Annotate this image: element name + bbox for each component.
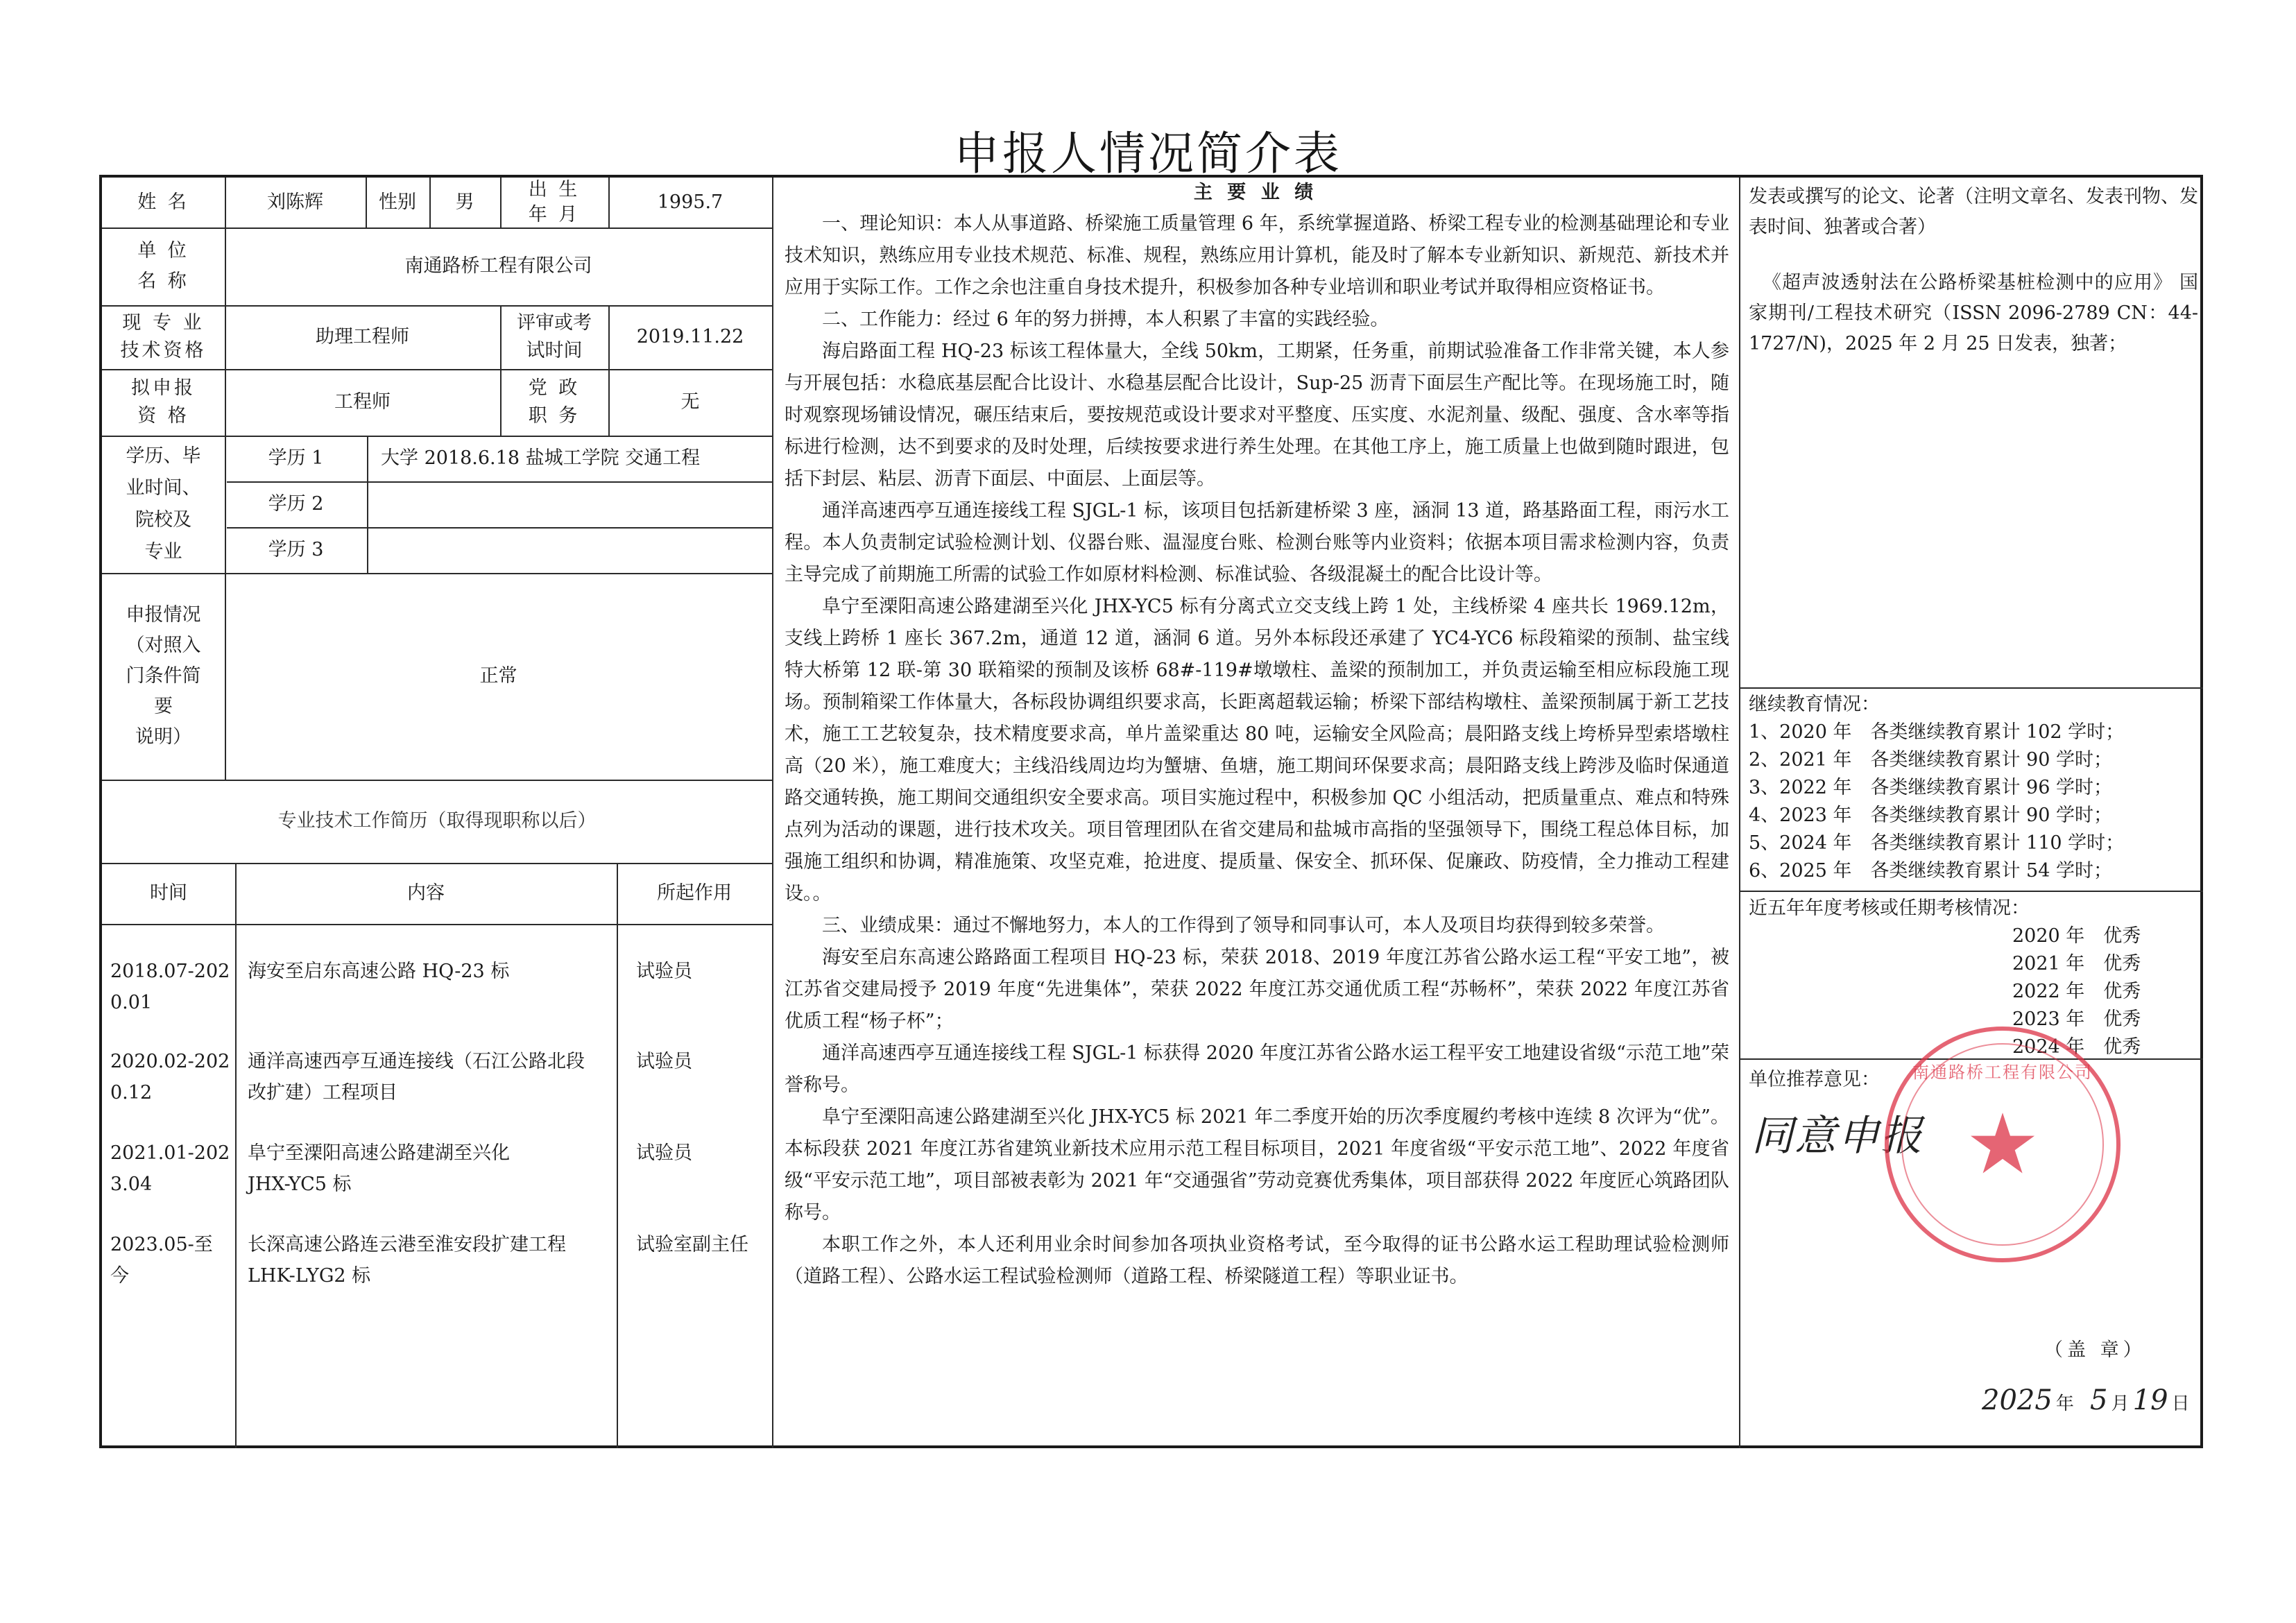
name-value: 刘陈辉 bbox=[267, 191, 323, 213]
edu3-value bbox=[367, 527, 772, 573]
col-time-header: 时间 bbox=[150, 882, 187, 904]
papers-entry: 《超声波透射法在公路桥梁基桩检测中的应用》 国家期刊/工程技术研究（ISSN 2096-2789 CN：44-1727/N)，2025 年 2 月 25 日发表，独著； bbox=[1749, 272, 2198, 354]
achievement-paragraph: 阜宁至溧阳高速公路建湖至兴化 JHX-YC5 标 2021 年二季度开始的历次季度履约考核中连续 8 次评为“优”。本标段获 2021 年度江苏省建筑业新技术应用示范工程目标项目，2021 年度省级“平安示范工地”、2022 年度省级“平安示范工地”，项目部被表彰为 2021 年“交通强省”劳动竞赛优秀集体，项目部获得 2022 年度匠心筑路团队称号。 bbox=[785, 1106, 1729, 1223]
cont-edu-item: 6、2025 年 各类继续教育累计 54 学时； bbox=[1749, 860, 2112, 882]
col-content-header: 内容 bbox=[407, 882, 445, 904]
papers-heading: 发表或撰写的论文、论著（注明文章名、发表刊物、发表时间、独著或合著） bbox=[1749, 186, 2198, 238]
work-row-time: 2021.01-202 3.04 bbox=[110, 1142, 230, 1195]
work-history-heading: 专业技术工作简历（取得现职称以后） bbox=[277, 810, 597, 832]
work-row-role: 试验室副主任 bbox=[636, 1234, 748, 1255]
col-role-header: 所起作用 bbox=[657, 882, 732, 904]
achievements-body bbox=[785, 208, 1729, 1293]
assessment-item: 2023 年 优秀 bbox=[2012, 1008, 2141, 1030]
row-line bbox=[1739, 687, 2203, 689]
company-seal-stamp bbox=[1885, 1027, 2121, 1262]
edu2-label: 学历 2 bbox=[268, 493, 324, 515]
current-qual-label: 现 专 业 技术资格 bbox=[120, 312, 207, 361]
page-title: 申报人情况简介表 bbox=[954, 127, 1342, 180]
work-row-content: 通洋高速西亭互通连接线（石江公路北段 改扩建）工程项目 bbox=[248, 1051, 585, 1104]
col-line bbox=[1739, 178, 1740, 1448]
form-table bbox=[99, 175, 2203, 1448]
achievement-paragraph: 海安至启东高速公路路面工程项目 HQ-23 标，荣获 2018、2019 年度江苏省公路水运工程“平安工地”，被江苏省交建局授予 2019 年度“先进集体”，荣获 2022 年度江苏交通优质工程“苏畅杯”，荣获 2022 年度江苏省优质工程“杨子杯”； bbox=[785, 947, 1729, 1032]
work-row-content: 海安至启东高速公路 HQ-23 标 bbox=[248, 961, 510, 982]
achievement-paragraph: 通洋高速西亭互通连接线工程 SJGL-1 标获得 2020 年度江苏省公路水运工程平安工地建设省级“示范工地”荣誉称号。 bbox=[785, 1042, 1729, 1096]
date-month: 5 bbox=[2090, 1384, 2108, 1416]
assessment-item: 2024 年 优秀 bbox=[2012, 1036, 2141, 1058]
party-label: 党 政 职 务 bbox=[528, 377, 581, 427]
col-line bbox=[772, 178, 773, 1448]
work-row-role: 试验员 bbox=[636, 961, 692, 982]
declare-value: 正常 bbox=[479, 665, 517, 687]
date-day: 19 bbox=[2132, 1384, 2168, 1416]
edu2-value bbox=[367, 481, 772, 527]
gender-label: 性别 bbox=[379, 191, 416, 213]
achievement-paragraph: 海启路面工程 HQ-23 标该工程体量大，全线 50km，工期紧，任务重，前期试验准备工作非常关键，本人参与开展包括：水稳底基层配合比设计、水稳基层配合比设计，Sup-25 沥青下面层生产配比等。在现场施工时，随时观察现场铺设情况，碾压结束后，要按规范或设计要求对平整度、压实度、水泥剂量、级配、强度、含水率等指标进行检测，达不到要求的及时处理，后续按要求进行养生处理。在其他工序上，施工质量上也做到随时跟进，包括下封层、粘层、沥青下面层、中面层、上面层等。 bbox=[785, 341, 1729, 490]
cont-edu-item: 3、2022 年 各类继续教育累计 96 学时； bbox=[1749, 777, 2112, 798]
row-line bbox=[102, 924, 772, 925]
col-line bbox=[235, 863, 237, 1448]
achievement-paragraph: 三、业绩成果：通过不懈地努力，本人的工作得到了领导和同事认可，本人及项目均获得到较多荣誉。 bbox=[822, 915, 1665, 936]
edu1-value: 大学 2018.6.18 盐城工学院 交通工程 bbox=[381, 447, 701, 469]
edu1-label: 学历 1 bbox=[268, 447, 324, 469]
assessment-item: 2021 年 优秀 bbox=[2012, 953, 2141, 974]
birth-value: 1995.7 bbox=[657, 191, 723, 213]
date-year: 2025 bbox=[1982, 1384, 2053, 1416]
seal-star-icon: ★ bbox=[1965, 1097, 2040, 1193]
achievement-paragraph: 阜宁至溧阳高速公路建湖至兴化 JHX-YC5 标有分离式立交支线上跨 1 处，主线桥梁 4 座共长 1969.12m，支线上跨桥 1 座长 367.2m，通道 12 道，涵洞 6 道。另外本标段还承建了 YC4-YC6 标段箱梁的预制、盐宝线特大桥第 12 联-第 30 联箱梁的预制及该桥 68#-119#墩墩柱、盖梁的预制加工，并负责运输至相应标段施工现场。预制箱梁工作体量大，各标段协调组织要求高，长距离超载运输；桥梁下部结构墩柱、盖梁预制属于新工艺技术，施工工艺较复杂，技术精度要求高，单片盖梁重达 80 吨，运输安全风险高；晨阳路支线上垮桥异型索塔墩柱高（20 米），施工难度大；主线沿线周边均为蟹塘、鱼塘，施工期间环保要求高；晨阳路支线上跨涉及临时保通道路交通转换，施工期间交通组织安全要求高。项目实施过程中，积极参加 QC 小组活动，把质量重点、难点和特殊点列为活动的课题，进行技术攻关。项目管理团队在省交建局和盐城市高指的坚强领导下，围绕工程总体目标，加强施工组织和协调，精准施策、攻坚克难，抢进度、提质量、保安全、抓环保、促廉政、防疫情，全力推动工程建设。。 bbox=[785, 596, 1729, 904]
handwritten-opinion: 同意申报 bbox=[1751, 1112, 1924, 1160]
declare-label: 申报情况 （对照入 门条件简 要 说明） bbox=[126, 604, 201, 748]
work-row-role: 试验员 bbox=[636, 1142, 692, 1164]
cont-edu-item: 2、2021 年 各类继续教育累计 90 学时； bbox=[1749, 749, 2112, 771]
work-row-time: 2020.02-202 0.12 bbox=[110, 1051, 230, 1104]
cont-edu-item: 5、2024 年 各类继续教育累计 110 学时； bbox=[1749, 832, 2125, 854]
col-line bbox=[617, 863, 618, 1448]
unit-value: 南通路桥工程有限公司 bbox=[404, 255, 592, 277]
work-row-time: 2018.07-202 0.01 bbox=[110, 961, 230, 1013]
achievement-paragraph: 一、理论知识：本人从事道路、桥梁施工质量管理 6 年，系统掌握道路、桥梁工程专业的检测基础理论和专业技术知识，熟练应用专业技术规范、标准、规程，熟练应用计算机，能及时了解本专业新知识、新规范、新技术并应用于实际工作。工作之余也注重自身技术提升，积极参加各种专业培训和职业考试并取得相应资格证书。 bbox=[785, 213, 1729, 298]
signature-date bbox=[1982, 1384, 2190, 1416]
assessment-item: 2022 年 优秀 bbox=[2012, 981, 2141, 1002]
proposed-label: 拟申报 资 格 bbox=[131, 377, 196, 427]
unit-label: 单 位 名 称 bbox=[137, 240, 189, 292]
achievements-heading: 主 要 业 绩 bbox=[1193, 182, 1318, 203]
review-time-value: 2019.11.22 bbox=[636, 326, 744, 347]
proposed-value: 工程师 bbox=[334, 391, 391, 413]
gender-value: 男 bbox=[455, 191, 474, 213]
achievement-paragraph: 本职工作之外，本人还利用业余时间参加各项执业资格考试，至今取得的证书公路水运工程助理试验检测师（道路工程）、公路水运工程试验检测师（道路工程、桥梁隧道工程）等职业证书。 bbox=[785, 1234, 1729, 1287]
work-row-content: 阜宁至溧阳高速公路建湖至兴化 JHX-YC5 标 bbox=[248, 1142, 510, 1195]
cont-edu-item: 4、2023 年 各类继续教育累计 90 学时； bbox=[1749, 805, 2112, 826]
row-line bbox=[1739, 891, 2203, 892]
education-label: 学历、毕 业时间、 院校及 专业 bbox=[126, 445, 201, 563]
edu3-label: 学历 3 bbox=[268, 539, 324, 560]
current-qual-value: 助理工程师 bbox=[316, 326, 409, 347]
date-year-suffix: 年 bbox=[2055, 1393, 2074, 1414]
achievement-paragraph: 通洋高速西亭互通连接线工程 SJGL-1 标，该项目包括新建桥梁 3 座，涵洞 13 道，路基路面工程，雨污水工程。本人负责制定试验检测计划、仪器台账、温湿度台账、检测台账等内业资料；依据本项目需求检测内容，负责主导完成了前期施工所需的试验工作如原材料检测、标准试验、各级混凝土的配合比设计等。 bbox=[785, 500, 1729, 585]
assessment-item: 2020 年 优秀 bbox=[2012, 925, 2141, 947]
name-label: 姓 名 bbox=[137, 191, 189, 213]
achievement-paragraph: 二、工作能力：经过 6 年的努力拼搏，本人积累了丰富的实践经验。 bbox=[822, 309, 1389, 330]
date-month-suffix: 月 bbox=[2111, 1393, 2130, 1414]
work-row-role: 试验员 bbox=[636, 1051, 692, 1072]
work-row-time: 2023.05-至 今 bbox=[110, 1234, 213, 1287]
work-row-content: 长深高速公路连云港至淮安段扩建工程 LHK-LYG2 标 bbox=[248, 1234, 566, 1287]
seal-note: （盖 章） bbox=[2044, 1339, 2146, 1361]
assessment-heading: 近五年年度考核或任期考核情况： bbox=[1749, 898, 2030, 919]
review-time-label: 评审或考 试时间 bbox=[517, 312, 592, 361]
party-value: 无 bbox=[680, 391, 700, 413]
cont-edu-list bbox=[1749, 719, 2198, 885]
recommend-heading: 单位推荐意见： bbox=[1749, 1069, 1880, 1090]
seal-text: 南通路桥工程有限公司 bbox=[1912, 1063, 2093, 1082]
cont-edu-heading: 继续教育情况： bbox=[1749, 694, 1880, 715]
birth-label: 出 生 年 月 bbox=[528, 179, 581, 225]
cont-edu-item: 1、2020 年 各类继续教育累计 102 学时； bbox=[1749, 721, 2125, 743]
date-day-suffix: 日 bbox=[2171, 1393, 2190, 1414]
